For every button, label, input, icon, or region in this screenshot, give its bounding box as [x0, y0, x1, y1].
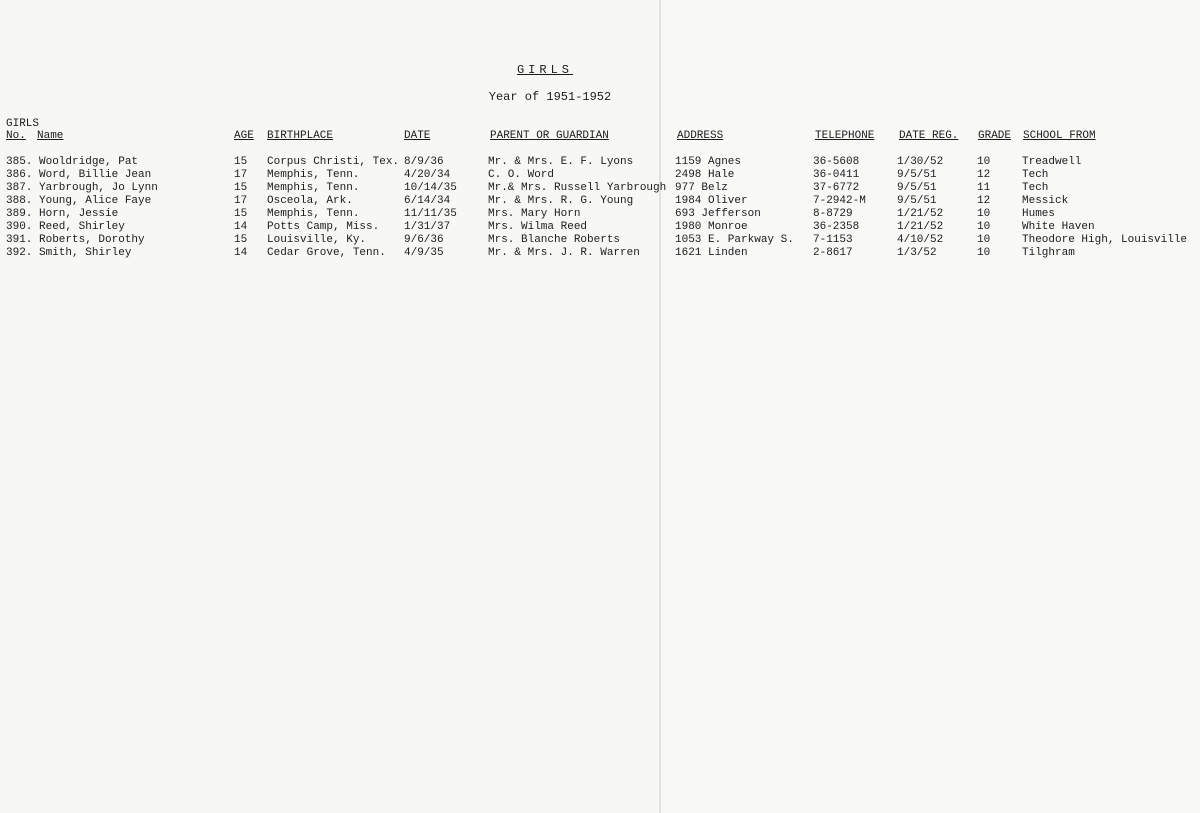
cell-school-from: Tech [1022, 182, 1049, 194]
cell-telephone: 7-2942-M [813, 195, 866, 207]
cell-grade: 12 [977, 195, 991, 207]
cell-grade: 10 [977, 156, 991, 168]
cell-address: 1053 E. Parkway S. [675, 234, 794, 246]
cell-telephone: 7-1153 [813, 234, 853, 246]
cell-no-name: 385. Wooldridge, Pat [6, 156, 139, 168]
cell-no-name: 386. Word, Billie Jean [6, 169, 152, 181]
table-row [0, 208, 1200, 221]
column-header-birthplace: BIRTHPLACE [267, 130, 334, 142]
cell-school-from: Tilghram [1022, 247, 1075, 259]
cell-grade: 10 [977, 234, 991, 246]
cell-birthplace: Memphis, Tenn. [267, 169, 360, 181]
cell-parent: Mrs. Wilma Reed [488, 221, 588, 233]
cell-grade: 10 [977, 208, 991, 220]
cell-date: 1/31/37 [404, 221, 451, 233]
cell-parent: Mr. & Mrs. R. G. Young [488, 195, 634, 207]
table-row [0, 182, 1200, 195]
cell-date: 9/6/36 [404, 234, 444, 246]
cell-date-reg: 9/5/51 [897, 195, 937, 207]
cell-school-from: White Haven [1022, 221, 1095, 233]
cell-school-from: Treadwell [1022, 156, 1082, 168]
cell-grade: 12 [977, 169, 991, 181]
cell-parent: Mrs. Blanche Roberts [488, 234, 621, 246]
cell-address: 1621 Linden [675, 247, 748, 259]
cell-telephone: 36-2358 [813, 221, 860, 233]
cell-date: 8/9/36 [404, 156, 444, 168]
cell-age: 14 [234, 221, 248, 233]
cell-no-name: 388. Young, Alice Faye [6, 195, 152, 207]
column-header-name: Name [37, 130, 64, 142]
column-header-address: ADDRESS [677, 130, 724, 142]
cell-age: 15 [234, 182, 248, 194]
cell-birthplace: Osceola, Ark. [267, 195, 353, 207]
column-header-date-reg: DATE REG. [899, 130, 959, 142]
cell-telephone: 36-0411 [813, 169, 860, 181]
cell-age: 15 [234, 156, 248, 168]
cell-date-reg: 1/3/52 [897, 247, 937, 259]
column-header-telephone: TELEPHONE [815, 130, 875, 142]
cell-age: 17 [234, 195, 248, 207]
cell-date-reg: 1/30/52 [897, 156, 944, 168]
cell-date-reg: 1/21/52 [897, 221, 944, 233]
table-row [0, 195, 1200, 208]
cell-telephone: 37-6772 [813, 182, 860, 194]
table-row [0, 234, 1200, 247]
cell-address: 1984 Oliver [675, 195, 748, 207]
table-row [0, 169, 1200, 182]
cell-date-reg: 9/5/51 [897, 169, 937, 181]
cell-grade: 10 [977, 247, 991, 259]
cell-address: 2498 Hale [675, 169, 735, 181]
cell-telephone: 2-8617 [813, 247, 853, 259]
table-row [0, 221, 1200, 234]
cell-no-name: 387. Yarbrough, Jo Lynn [6, 182, 158, 194]
cell-date-reg: 1/21/52 [897, 208, 944, 220]
cell-parent: Mrs. Mary Horn [488, 208, 581, 220]
cell-date-reg: 9/5/51 [897, 182, 937, 194]
cell-age: 17 [234, 169, 248, 181]
cell-parent: Mr. & Mrs. J. R. Warren [488, 247, 640, 259]
cell-address: 977 Belz [675, 182, 728, 194]
cell-birthplace: Cedar Grove, Tenn. [267, 247, 386, 259]
student-table-body [0, 156, 1200, 260]
cell-date: 11/11/35 [404, 208, 457, 220]
cell-date: 6/14/34 [404, 195, 451, 207]
cell-birthplace: Louisville, Ky. [267, 234, 367, 246]
cell-no-name: 390. Reed, Shirley [6, 221, 125, 233]
cell-address: 693 Jefferson [675, 208, 761, 220]
cell-school-from: Messick [1022, 195, 1069, 207]
cell-telephone: 36-5608 [813, 156, 860, 168]
cell-school-from: Theodore High, Louisville [1022, 234, 1188, 246]
cell-parent: Mr. & Mrs. E. F. Lyons [488, 156, 634, 168]
column-header-age: AGE [234, 130, 254, 142]
table-row [0, 156, 1200, 169]
cell-parent: C. O. Word [488, 169, 555, 181]
cell-age: 15 [234, 234, 248, 246]
cell-parent: Mr.& Mrs. Russell Yarbrough [488, 182, 667, 194]
cell-no-name: 392. Smith, Shirley [6, 247, 132, 259]
cell-birthplace: Memphis, Tenn. [267, 182, 360, 194]
cell-age: 14 [234, 247, 248, 259]
page-fold-divider [659, 0, 661, 813]
cell-school-from: Humes [1022, 208, 1056, 220]
cell-grade: 11 [977, 182, 991, 194]
cell-school-from: Tech [1022, 169, 1049, 181]
column-header-date: DATE [404, 130, 431, 142]
cell-address: 1159 Agnes [675, 156, 742, 168]
column-header-parent: PARENT OR GUARDIAN [490, 130, 609, 142]
document-title: GIRLS [516, 63, 573, 77]
cell-address: 1980 Monroe [675, 221, 748, 233]
cell-date: 4/9/35 [404, 247, 444, 259]
cell-birthplace: Memphis, Tenn. [267, 208, 360, 220]
cell-date: 4/20/34 [404, 169, 451, 181]
column-header-school-from: SCHOOL FROM [1023, 130, 1096, 142]
column-header-grade: GRADE [978, 130, 1012, 142]
cell-no-name: 391. Roberts, Dorothy [6, 234, 145, 246]
cell-age: 15 [234, 208, 248, 220]
cell-date-reg: 4/10/52 [897, 234, 944, 246]
document-subtitle: Year of 1951-1952 [488, 90, 612, 104]
cell-no-name: 389. Horn, Jessie [6, 208, 119, 220]
cell-telephone: 8-8729 [813, 208, 853, 220]
cell-date: 10/14/35 [404, 182, 457, 194]
table-row [0, 247, 1200, 260]
cell-birthplace: Potts Camp, Miss. [267, 221, 380, 233]
column-header-no: No. [6, 130, 26, 142]
section-label: GIRLS [6, 118, 40, 130]
cell-grade: 10 [977, 221, 991, 233]
cell-birthplace: Corpus Christi, Tex. [267, 156, 400, 168]
right-page [661, 0, 1200, 813]
